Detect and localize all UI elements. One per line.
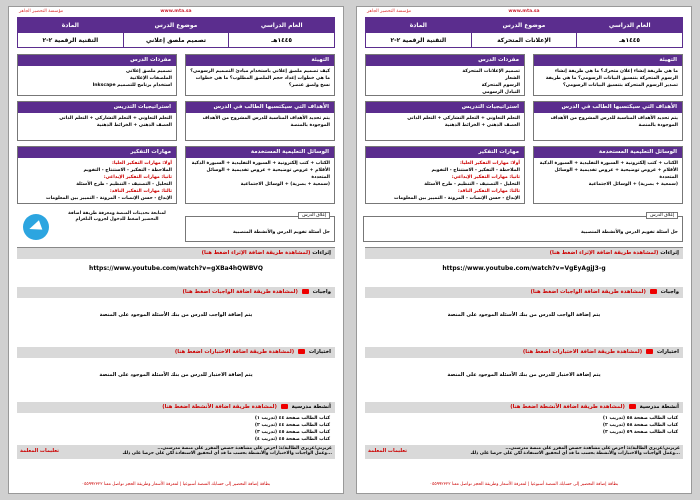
page-footer: بطاقة إضافة التحضير إلى حسابك المنصة أسبوعيا | لمعرفة الأسعار وطريقة الحجز تواصل معنا ٠٥٥٩٩٢٣٢٢ xyxy=(81,482,271,487)
goals-text: يتم تحديد الأهداف المناسبة للدرس المشروح من الأهداف الموجودة بالمنصة xyxy=(550,116,678,128)
notes-label: تعليمات المعلمة xyxy=(20,448,59,454)
youtube-icon[interactable] xyxy=(298,349,305,354)
strategies-section xyxy=(17,101,177,141)
media-item: الكتاب + كتب إلكترونية + السبورة التقليدية + السبورة الذكية xyxy=(191,161,330,166)
thinking-item: ثالثا: مهارات التفكير الناقد: xyxy=(109,189,172,194)
homework-bar xyxy=(365,287,683,298)
tests-help-link[interactable]: (لمشاهدة طريقة اضافة الاختبارات اضغط هنا) xyxy=(522,349,643,355)
tests-title: اختبارات xyxy=(656,349,679,355)
enrichment-help-link[interactable]: (لمشاهدة طريقة اضافة الإثراء اضغط هنا) xyxy=(549,250,659,256)
intro-section xyxy=(185,54,335,96)
activity-item: كتاب الطالب صفحة ٤٥ (تدريب ٣) xyxy=(254,430,330,435)
strategies-section xyxy=(365,101,525,141)
goals-section xyxy=(533,101,683,141)
activity-item: كتاب الطالب صفحة ٥٨ (تدريب ١) xyxy=(602,416,678,421)
vocab-item: التبادل الرسومي xyxy=(482,90,520,95)
page-top-line xyxy=(367,9,681,17)
thinking-item: أولا: مهارات التفكير العليا: xyxy=(111,161,172,166)
thinking-item: الإبداع - حسن الإنصات - المرونة - التمييز بين المعلومات xyxy=(393,196,520,201)
close-lesson-label: إغلاق الدرس xyxy=(646,212,678,219)
header-value-year: ١٤٤٥هـ xyxy=(228,33,334,48)
vocab-item: الملصقات الإعلانية xyxy=(129,76,172,81)
notes-label: تعليمات المعلمة xyxy=(368,448,407,454)
thinking-item: أولا: مهارات التفكير العليا: xyxy=(459,161,520,166)
vocab-title: مفردات الدرس xyxy=(18,55,176,66)
enrichment-bar xyxy=(17,248,335,259)
header-label-year: العام الدراسي xyxy=(576,18,682,33)
header-value-topic: تصميم ملصق إعلاني xyxy=(123,33,229,48)
header-label-year: العام الدراسي xyxy=(228,18,334,33)
enrichment-bar xyxy=(365,248,683,259)
activities-help-link[interactable]: (لمشاهدة طريقة اضافة الأنشطة اضغط هنا) xyxy=(510,404,625,410)
activity-item: كتاب الطالب صفحة ٥٩ (تدريب ٣) xyxy=(602,430,678,435)
activities-list xyxy=(602,414,679,437)
thinking-item: الملاحظة - التفكير - الاستنتاج - التقويم xyxy=(431,168,520,173)
strategy-item: العصف الذهني + الخرائط الذهنية xyxy=(96,123,172,128)
thinking-skills-section xyxy=(365,146,525,204)
close-lesson-section xyxy=(363,213,683,242)
org-name: مؤسسة التحضير الجاهز xyxy=(19,9,64,14)
close-lesson-text: حل أسئلة تقويم الدرس والأنشطة المنصبية xyxy=(232,230,330,235)
media-item: (سمعية + بصرية) + الوسائل الاجتماعية xyxy=(240,182,330,187)
thinking-item: الملاحظة - التفكير - الاستنتاج - التقويم xyxy=(83,168,172,173)
media-item: الأقلام + عروض توضيحية + عروض تقديمية + الوسائل المتعددة xyxy=(554,168,678,180)
homework-text: يتم إضافة الواجب للدرس من بنك الأسئلة الموجود على المنصة xyxy=(447,312,601,318)
tests-title: اختبارات xyxy=(308,349,331,355)
media-title: الوسائل التعليمية المستخدمة xyxy=(186,147,334,158)
goals-section xyxy=(185,101,335,141)
media-item: الكتاب + كتب إلكترونية + السبورة التقليدية + السبورة الذكية xyxy=(539,161,678,166)
telegram-icon[interactable] xyxy=(23,214,49,240)
media-item: الأقلام + عروض توضيحية + عروض تقديمية + الوسائل المتعددة xyxy=(206,168,330,180)
header-value-subject: التقنية الرقمية ٢-٢ xyxy=(42,37,99,44)
media-section xyxy=(533,146,683,204)
vocab-section xyxy=(365,54,525,96)
site-url[interactable]: www.mta.sa xyxy=(508,9,540,14)
activities-title: أنشطة مدرسية xyxy=(291,404,331,410)
youtube-icon[interactable] xyxy=(281,404,288,409)
activity-item: كتاب الطالب صفحة ٥٨ (تدريب ٢) xyxy=(602,423,678,428)
youtube-icon[interactable] xyxy=(629,404,636,409)
thinking-item: ثالثا: مهارات التفكير الناقد: xyxy=(457,189,520,194)
thinking-item: التحليل - التصنيف - التنظيم - طرح الأسئلة xyxy=(424,182,520,187)
header-value-topic: الإعلانات المتحركة xyxy=(471,33,577,48)
youtube-icon[interactable] xyxy=(650,289,657,294)
vocab-item: استخدام برنامج للتصميم Inkscape xyxy=(92,83,172,88)
homework-help-link[interactable]: (لمشاهدة طريقة اضافة الواجبات اضغط هنا) xyxy=(182,289,298,295)
activities-help-link[interactable]: (لمشاهدة طريقة اضافة الأنشطة اضغط هنا) xyxy=(162,404,277,410)
tests-bar xyxy=(17,347,335,358)
strategy-item: التعلم التعاوني + التعلم التشاركي + التعلم الذاتي xyxy=(407,116,520,121)
notes-line: ...وعمل الواجبات والاختبارات والأنشطة بحسب ما قد أي لتحقيق الاستفادة لكن على حرصا على ذلك xyxy=(470,451,680,456)
header-value-year: ١٤٤٥هـ xyxy=(576,33,682,48)
page-footer: بطاقة إضافة التحضير إلى حسابك المنصة أسبوعيا | لمعرفة الأسعار وطريقة الحجز تواصل معنا ٠٥٥٩٩٢٣٢٢ xyxy=(429,482,619,487)
vocab-section xyxy=(17,54,177,96)
lesson-plan-page-left xyxy=(8,6,344,494)
thinking-title: مهارات التفكير xyxy=(18,147,176,158)
lesson-header-table xyxy=(365,17,683,48)
close-lesson-label: إغلاق الدرس xyxy=(298,212,330,219)
vocab-item: الرسوم المتحركة xyxy=(481,83,520,88)
strategy-item: التعلم التعاوني + التعلم التشاركي + التعلم الذاتي xyxy=(59,116,172,121)
enrichment-title: إثراءات xyxy=(312,250,331,256)
tests-help-link[interactable]: (لمشاهدة طريقة اضافة الاختبارات اضغط هنا) xyxy=(174,349,295,355)
thinking-item: ثانيا: مهارات التفكير الإبداعي: xyxy=(103,175,172,180)
vocab-item: تصميم الإعلانات المتحركة xyxy=(462,69,520,74)
media-section xyxy=(185,146,335,204)
activities-title: أنشطة مدرسية xyxy=(639,404,679,410)
enrichment-help-link[interactable]: (لمشاهدة طريقة اضافة الإثراء اضغط هنا) xyxy=(201,250,311,256)
activity-item: كتاب الطالب صفحة ٤٥ (تدريب ٤) xyxy=(254,437,330,442)
site-url[interactable]: www.mta.sa xyxy=(160,9,192,14)
intro-section xyxy=(533,54,683,96)
intro-title: التهيئة xyxy=(534,55,682,66)
homework-help-link[interactable]: (لمشاهدة طريقة اضافة الواجبات اضغط هنا) xyxy=(530,289,646,295)
strategies-title: استراتيجيات التدريس xyxy=(366,102,524,113)
lesson-header-table xyxy=(17,17,335,48)
goals-text: يتم تحديد الأهداف المناسبة للدرس المشروح من الأهداف الموجودة بالمنصة xyxy=(202,116,330,128)
youtube-icon[interactable] xyxy=(646,349,653,354)
header-value-subject: التقنية الرقمية ٢-٢ xyxy=(390,37,447,44)
vocab-item: الشعار xyxy=(505,76,520,81)
homework-bar xyxy=(17,287,335,298)
enrichment-url[interactable]: https://www.youtube.com/watch?v=gXBa4hQWBVQ xyxy=(89,265,263,272)
intro-text: كيف تصميم ملصق إعلاني باستخدام مبادئ التصميم الرسومي؟ ما هي خطوات إعداد حجم الملصق المطلوب؟ ما هي خطوات نسخ ولصق عنصر؟ xyxy=(190,69,330,88)
intro-title: التهيئة xyxy=(186,55,334,66)
thinking-item: ثانيا: مهارات التفكير الإبداعي: xyxy=(451,175,520,180)
thinking-skills-section xyxy=(17,146,177,204)
lesson-plan-page-right xyxy=(356,6,692,494)
activity-item: كتاب الطالب صفحة ٤٤ (تدريب ١) xyxy=(254,416,330,421)
thinking-title: مهارات التفكير xyxy=(366,147,524,158)
notes-line: عزيزتي/عزيزي الطالبة/ة: احرص على مشاهدة حصص المقرر على منصة مدرستي... xyxy=(157,446,332,451)
vocab-item: تصميم ملصق إعلاني xyxy=(126,69,172,74)
activities-bar xyxy=(365,402,683,413)
strategies-title: استراتيجيات التدريس xyxy=(18,102,176,113)
notes-line: ...وعمل الواجبات والاختبارات والأنشطة بحسب ما قد أي لتحقيق الاستفادة لكن على حرصا على ذلك xyxy=(122,451,332,456)
homework-text: يتم إضافة الواجب للدرس من بنك الأسئلة الموجود على المنصة xyxy=(99,312,253,318)
goals-title: الأهداف التي سيكتسبها الطالب في الدرس xyxy=(186,102,334,113)
teacher-notes xyxy=(365,445,683,459)
tests-text: يتم إضافة الاختبار للدرس من بنك الأسئلة الموجود على المنصة xyxy=(99,372,253,378)
activity-item: كتاب الطالب صفحة ٤٤ (تدريب ٢) xyxy=(254,423,330,428)
activities-list xyxy=(254,414,331,444)
telegram-text[interactable]: لمتابعة تحديثات المنصة ومعرفة طريقة اضافة التحضير اضغط للدخول لجروب التلغرام xyxy=(68,211,166,222)
org-name: مؤسسة التحضير الجاهز xyxy=(367,9,412,14)
header-label-subject: المادة xyxy=(61,22,79,29)
youtube-icon[interactable] xyxy=(302,289,309,294)
enrichment-url[interactable]: https://www.youtube.com/watch?v=VgEyAgjJ3-g xyxy=(442,265,606,272)
enrichment-title: إثراءات xyxy=(660,250,679,256)
header-label-topic: موضوع الدرس xyxy=(471,18,577,33)
close-lesson-text: حل أسئلة تقويم الدرس والأنشطة المنصبية xyxy=(580,230,678,235)
vocab-title: مفردات الدرس xyxy=(366,55,524,66)
intro-text: ما هي طريقة إنشاء إعلان متحرك؟ ما هي طريقة إنشاء الرسوم المتحركة بتنسيق البيانات الرسومي؟ ما هي طريقة تصدير الرسوم المتحركة بتنسيق البيانات الرسومي؟ xyxy=(545,69,678,88)
goals-title: الأهداف التي سيكتسبها الطالب في الدرس xyxy=(534,102,682,113)
telegram-promo[interactable] xyxy=(57,209,177,243)
thinking-item: الإبداع - حسن الإنصات - المرونة - التمييز بين المعلومات xyxy=(45,196,172,201)
page-top-line xyxy=(19,9,333,17)
homework-title: واجبات xyxy=(660,289,679,295)
header-label-subject: المادة xyxy=(409,22,427,29)
strategy-item: العصف الذهني + الخرائط الذهنية xyxy=(444,123,520,128)
activities-bar xyxy=(17,402,335,413)
teacher-notes xyxy=(17,445,335,459)
thinking-item: التحليل - التصنيف - التنظيم - طرح الأسئلة xyxy=(76,182,172,187)
header-label-topic: موضوع الدرس xyxy=(123,18,229,33)
tests-bar xyxy=(365,347,683,358)
homework-title: واجبات xyxy=(312,289,331,295)
media-item: (سمعية + بصرية) + الوسائل الاجتماعية xyxy=(588,182,678,187)
close-lesson-section xyxy=(185,213,335,242)
notes-line: عزيزتي/عزيزي الطالبة/ة: احرص على مشاهدة حصص المقرر على منصة مدرستي... xyxy=(505,446,680,451)
media-title: الوسائل التعليمية المستخدمة xyxy=(534,147,682,158)
tests-text: يتم إضافة الاختبار للدرس من بنك الأسئلة الموجود على المنصة xyxy=(447,372,601,378)
